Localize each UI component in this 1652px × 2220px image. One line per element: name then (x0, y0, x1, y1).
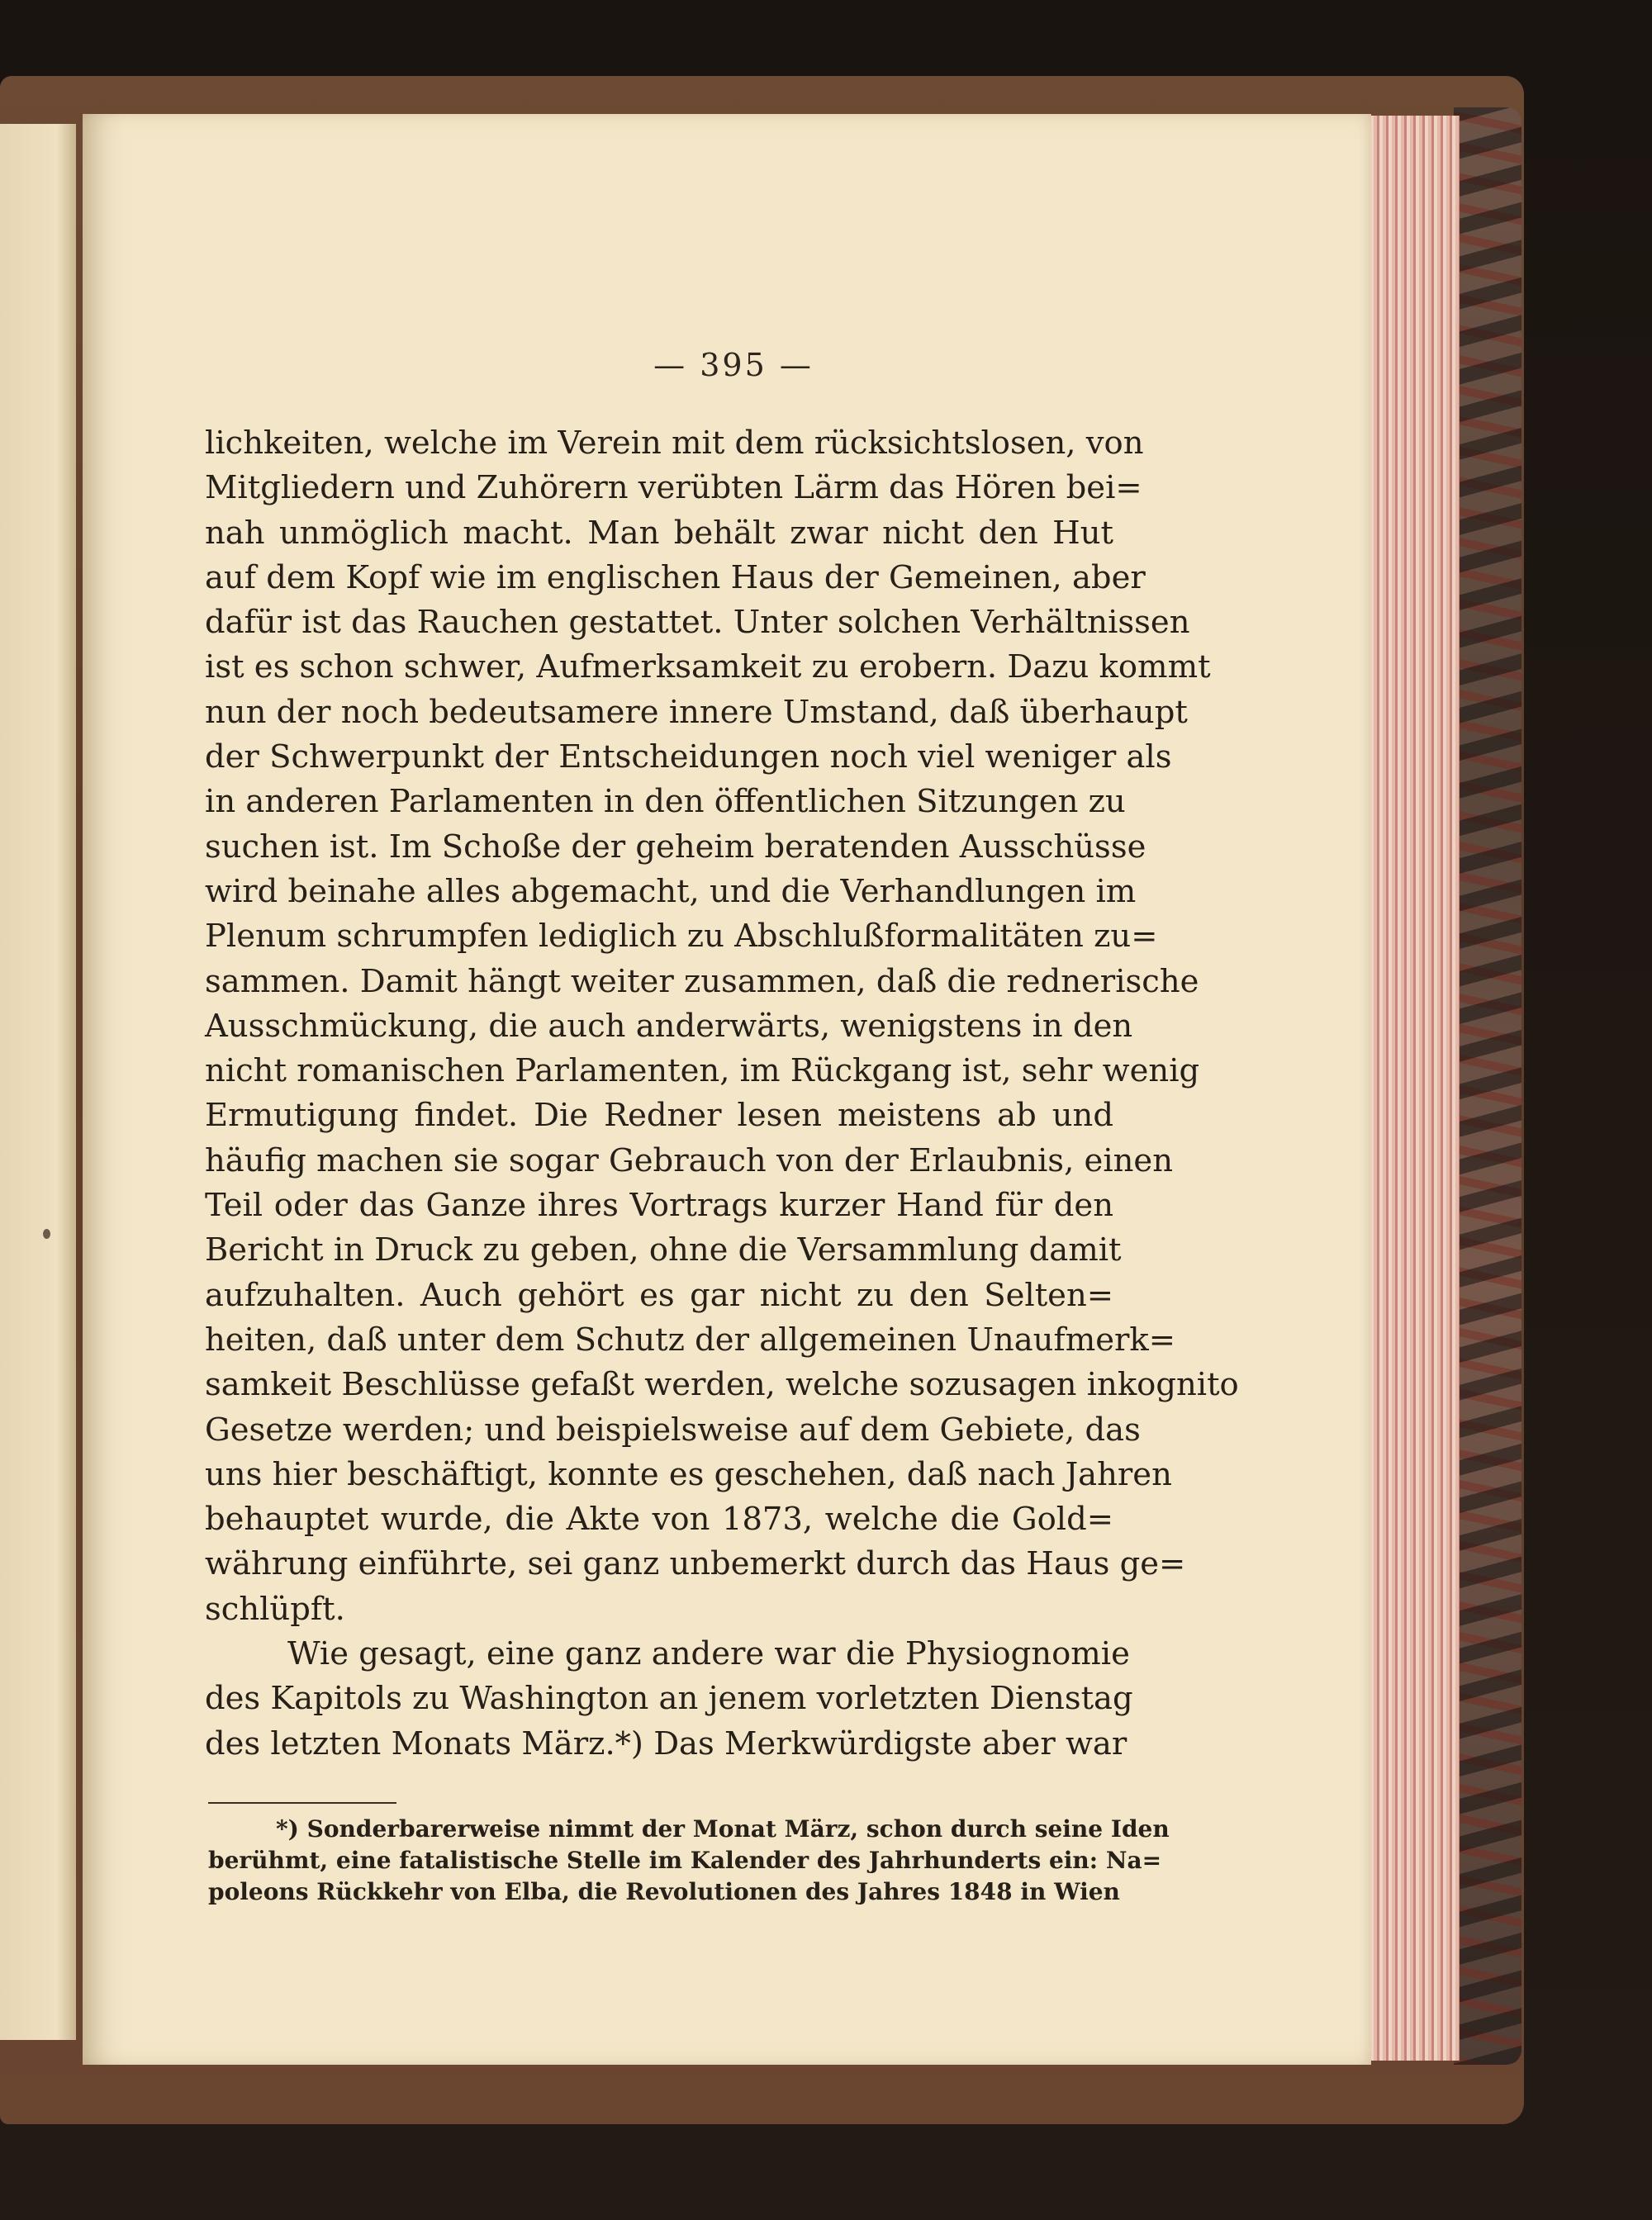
text-line: samkeit Beschlüsse gefaßt werden, welche sozusagen inkognito (205, 1366, 1239, 1404)
text-line: dafür ist das Rauchen gestattet. Unter solchen Verhältnissen (205, 604, 1190, 642)
footnote-rule (208, 1802, 396, 1804)
footnote-line: *) Sonderbarerweise nimmt der Monat März, schon durch seine Iden (276, 1815, 1170, 1843)
text-line: der Schwerpunkt der Entscheidungen noch viel weniger als (205, 738, 1172, 776)
page-edges (1363, 116, 1460, 2061)
text-line: heiten, daß unter dem Schutz der allgemeinen Unaufmerk= (205, 1321, 1175, 1359)
text-line: schlüpft. (205, 1590, 345, 1628)
text-line: des letzten Monats März.*) Das Merkwürdigste aber war (205, 1724, 1127, 1762)
text-line: suchen ist. Im Schoße der geheim beratenden Ausschüsse (205, 828, 1146, 866)
text-line: Teil oder das Ganze ihres Vortrags kurzer Hand für den (205, 1187, 1113, 1225)
text-line: uns hier beschäftigt, konnte es geschehen, daß nach Jahren (205, 1455, 1172, 1493)
text-line: Ermutigung findet. Die Redner lesen meistens ab und (205, 1097, 1113, 1135)
text-line: in anderen Parlamenten in den öffentlichen Sitzungen zu (205, 783, 1126, 821)
footnote (208, 1814, 1170, 1908)
text-line: des Kapitols zu Washington an jenem vorletzten Dienstag (205, 1680, 1133, 1718)
footnote-line: poleons Rückkehr von Elba, die Revolutionen des Jahres 1848 in Wien (208, 1878, 1120, 1905)
text-line: Bericht in Druck zu geben, ohne die Versammlung damit (205, 1231, 1122, 1269)
text-line: Mitgliedern und Zuhörern verübten Lärm das Hören bei= (205, 469, 1142, 507)
text-line: währung einführte, sei ganz unbemerkt durch das Haus ge= (205, 1545, 1186, 1583)
text-line: behauptet wurde, die Akte von 1873, welche die Gold= (205, 1501, 1113, 1539)
footnote-line: berühmt, eine fatalistische Stelle im Kalender des Jahrhunderts ein: Na= (208, 1847, 1162, 1874)
text-line: auf dem Kopf wie im englischen Haus der Gemeinen, aber (205, 558, 1146, 596)
text-line: nah unmöglich macht. Man behält zwar nicht den Hut (205, 514, 1113, 552)
text-line: häufig machen sie sogar Gebrauch von der Erlaubnis, einen (205, 1141, 1174, 1179)
paper-speck (43, 1229, 50, 1239)
text-line: Gesetze werden; und beispielsweise auf dem Gebiete, das (205, 1411, 1141, 1449)
text-line: lichkeiten, welche im Verein mit dem rücksichtslosen, von (205, 425, 1144, 462)
text-line: aufzuhalten. Auch gehört es gar nicht zu den Selten= (205, 1276, 1113, 1314)
left-page-edge (0, 124, 76, 2040)
text-line: nun der noch bedeutsamere innere Umstand, daß überhaupt (205, 693, 1188, 731)
marbled-cover-edge (1454, 107, 1521, 2065)
text-line: nicht romanischen Parlamenten, im Rückgang ist, sehr wenig (205, 1052, 1200, 1090)
text-line: ist es schon schwer, Aufmerksamkeit zu erobern. Dazu kommt (205, 648, 1211, 686)
text-line: Plenum schrumpfen lediglich zu Abschlußformalitäten zu= (205, 918, 1158, 956)
text-line: Wie gesagt, eine ganz andere war die Physiognomie (287, 1635, 1130, 1673)
body-text (205, 421, 1239, 1767)
page-number: — 395 — (653, 347, 814, 383)
text-line: sammen. Damit hängt weiter zusammen, daß die rednerische (205, 962, 1199, 1000)
text-line: Ausschmückung, die auch anderwärts, wenigstens in den (205, 1007, 1133, 1045)
text-line: wird beinahe alles abgemacht, und die Verhandlungen im (205, 872, 1137, 910)
